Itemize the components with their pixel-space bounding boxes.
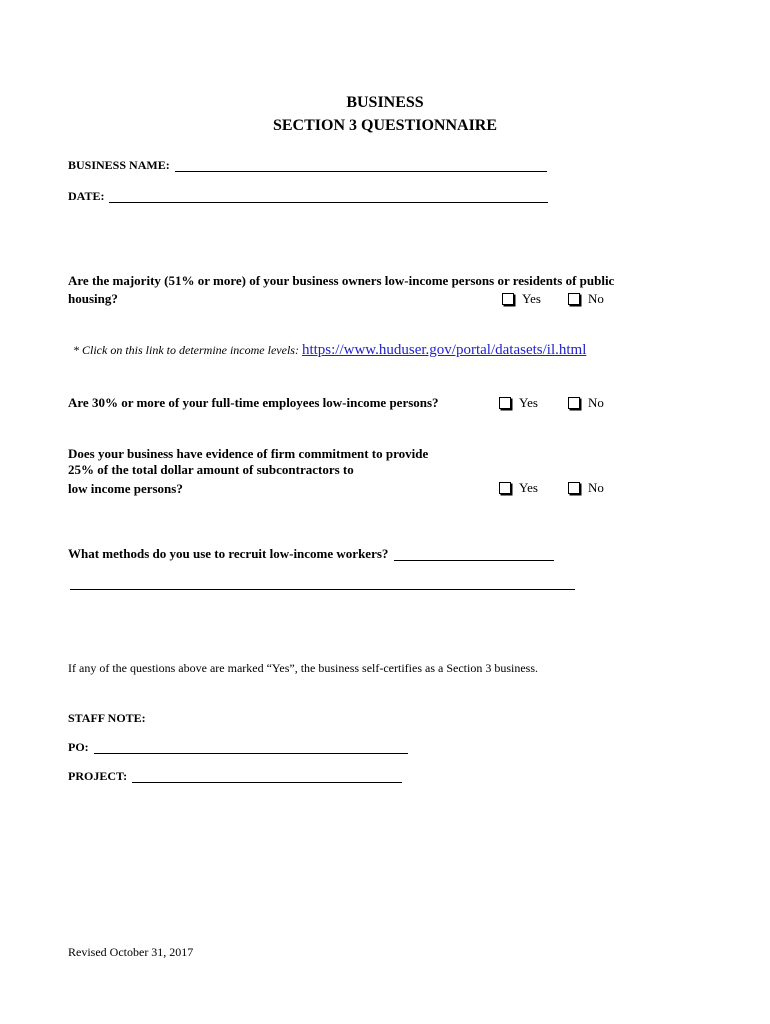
project-row [68, 769, 402, 784]
question-3-line-2: 25% of the total dollar amount of subcontractors to [68, 462, 354, 477]
project-label: PROJECT: [68, 769, 128, 783]
checkbox-icon [499, 482, 511, 494]
po-label: PO: [68, 740, 89, 754]
question-2-yes-checkbox[interactable] [499, 395, 538, 411]
question-1-no-checkbox[interactable] [568, 291, 604, 307]
yes-label: Yes [522, 291, 541, 306]
title-business: BUSINESS [346, 94, 424, 111]
date-row [68, 189, 548, 204]
checkbox-icon [568, 482, 580, 494]
yes-label: Yes [519, 395, 538, 410]
question-3-yes-checkbox[interactable] [499, 480, 538, 496]
project-field[interactable] [132, 771, 402, 783]
income-levels-note-text: * Click on this link to determine income levels: [73, 343, 299, 357]
title-questionnaire: SECTION 3 QUESTIONNAIRE [272, 117, 498, 134]
yes-label: Yes [519, 480, 538, 495]
checkbox-icon [568, 293, 580, 305]
question-1-line-2: housing? [68, 291, 118, 306]
question-3-line-3: low income persons? [68, 481, 183, 496]
date-field[interactable] [109, 191, 548, 203]
question-1-yes-checkbox[interactable] [502, 291, 541, 307]
business-name-field[interactable] [175, 160, 547, 172]
question-1-line-1: Are the majority (51% or more) of your business owners low-income persons or residents of public [68, 273, 615, 288]
income-levels-link[interactable]: https://www.huduser.gov/portal/datasets/il.html [301, 342, 587, 358]
no-label: No [588, 480, 604, 495]
business-name-label: BUSINESS NAME: [68, 158, 170, 172]
revised-date: Revised October 31, 2017 [68, 945, 194, 959]
po-field[interactable] [94, 742, 408, 754]
question-3-line-1: Does your business have evidence of firm commitment to provide [68, 446, 429, 461]
checkbox-icon [499, 397, 511, 409]
staff-note-label: STAFF NOTE: [68, 711, 146, 725]
question-2-no-checkbox[interactable] [568, 395, 604, 411]
question-4-row [68, 546, 554, 562]
certification-statement: If any of the questions above are marked “Yes”, the business self-certifies as a Section 3 business. [68, 661, 538, 675]
question-2: Are 30% or more of your full-time employees low-income persons? [68, 395, 439, 410]
income-levels-note [73, 342, 586, 359]
no-label: No [588, 291, 604, 306]
question-4: What methods do you use to recruit low-income workers? [68, 546, 389, 561]
question-3-no-checkbox[interactable] [568, 480, 604, 496]
po-row [68, 740, 408, 755]
recruit-methods-field[interactable] [394, 549, 554, 561]
no-label: No [588, 395, 604, 410]
checkbox-icon [568, 397, 580, 409]
date-label: DATE: [68, 189, 105, 203]
business-name-row [68, 158, 547, 173]
checkbox-icon [502, 293, 514, 305]
recruit-methods-field-continued[interactable] [70, 578, 575, 590]
